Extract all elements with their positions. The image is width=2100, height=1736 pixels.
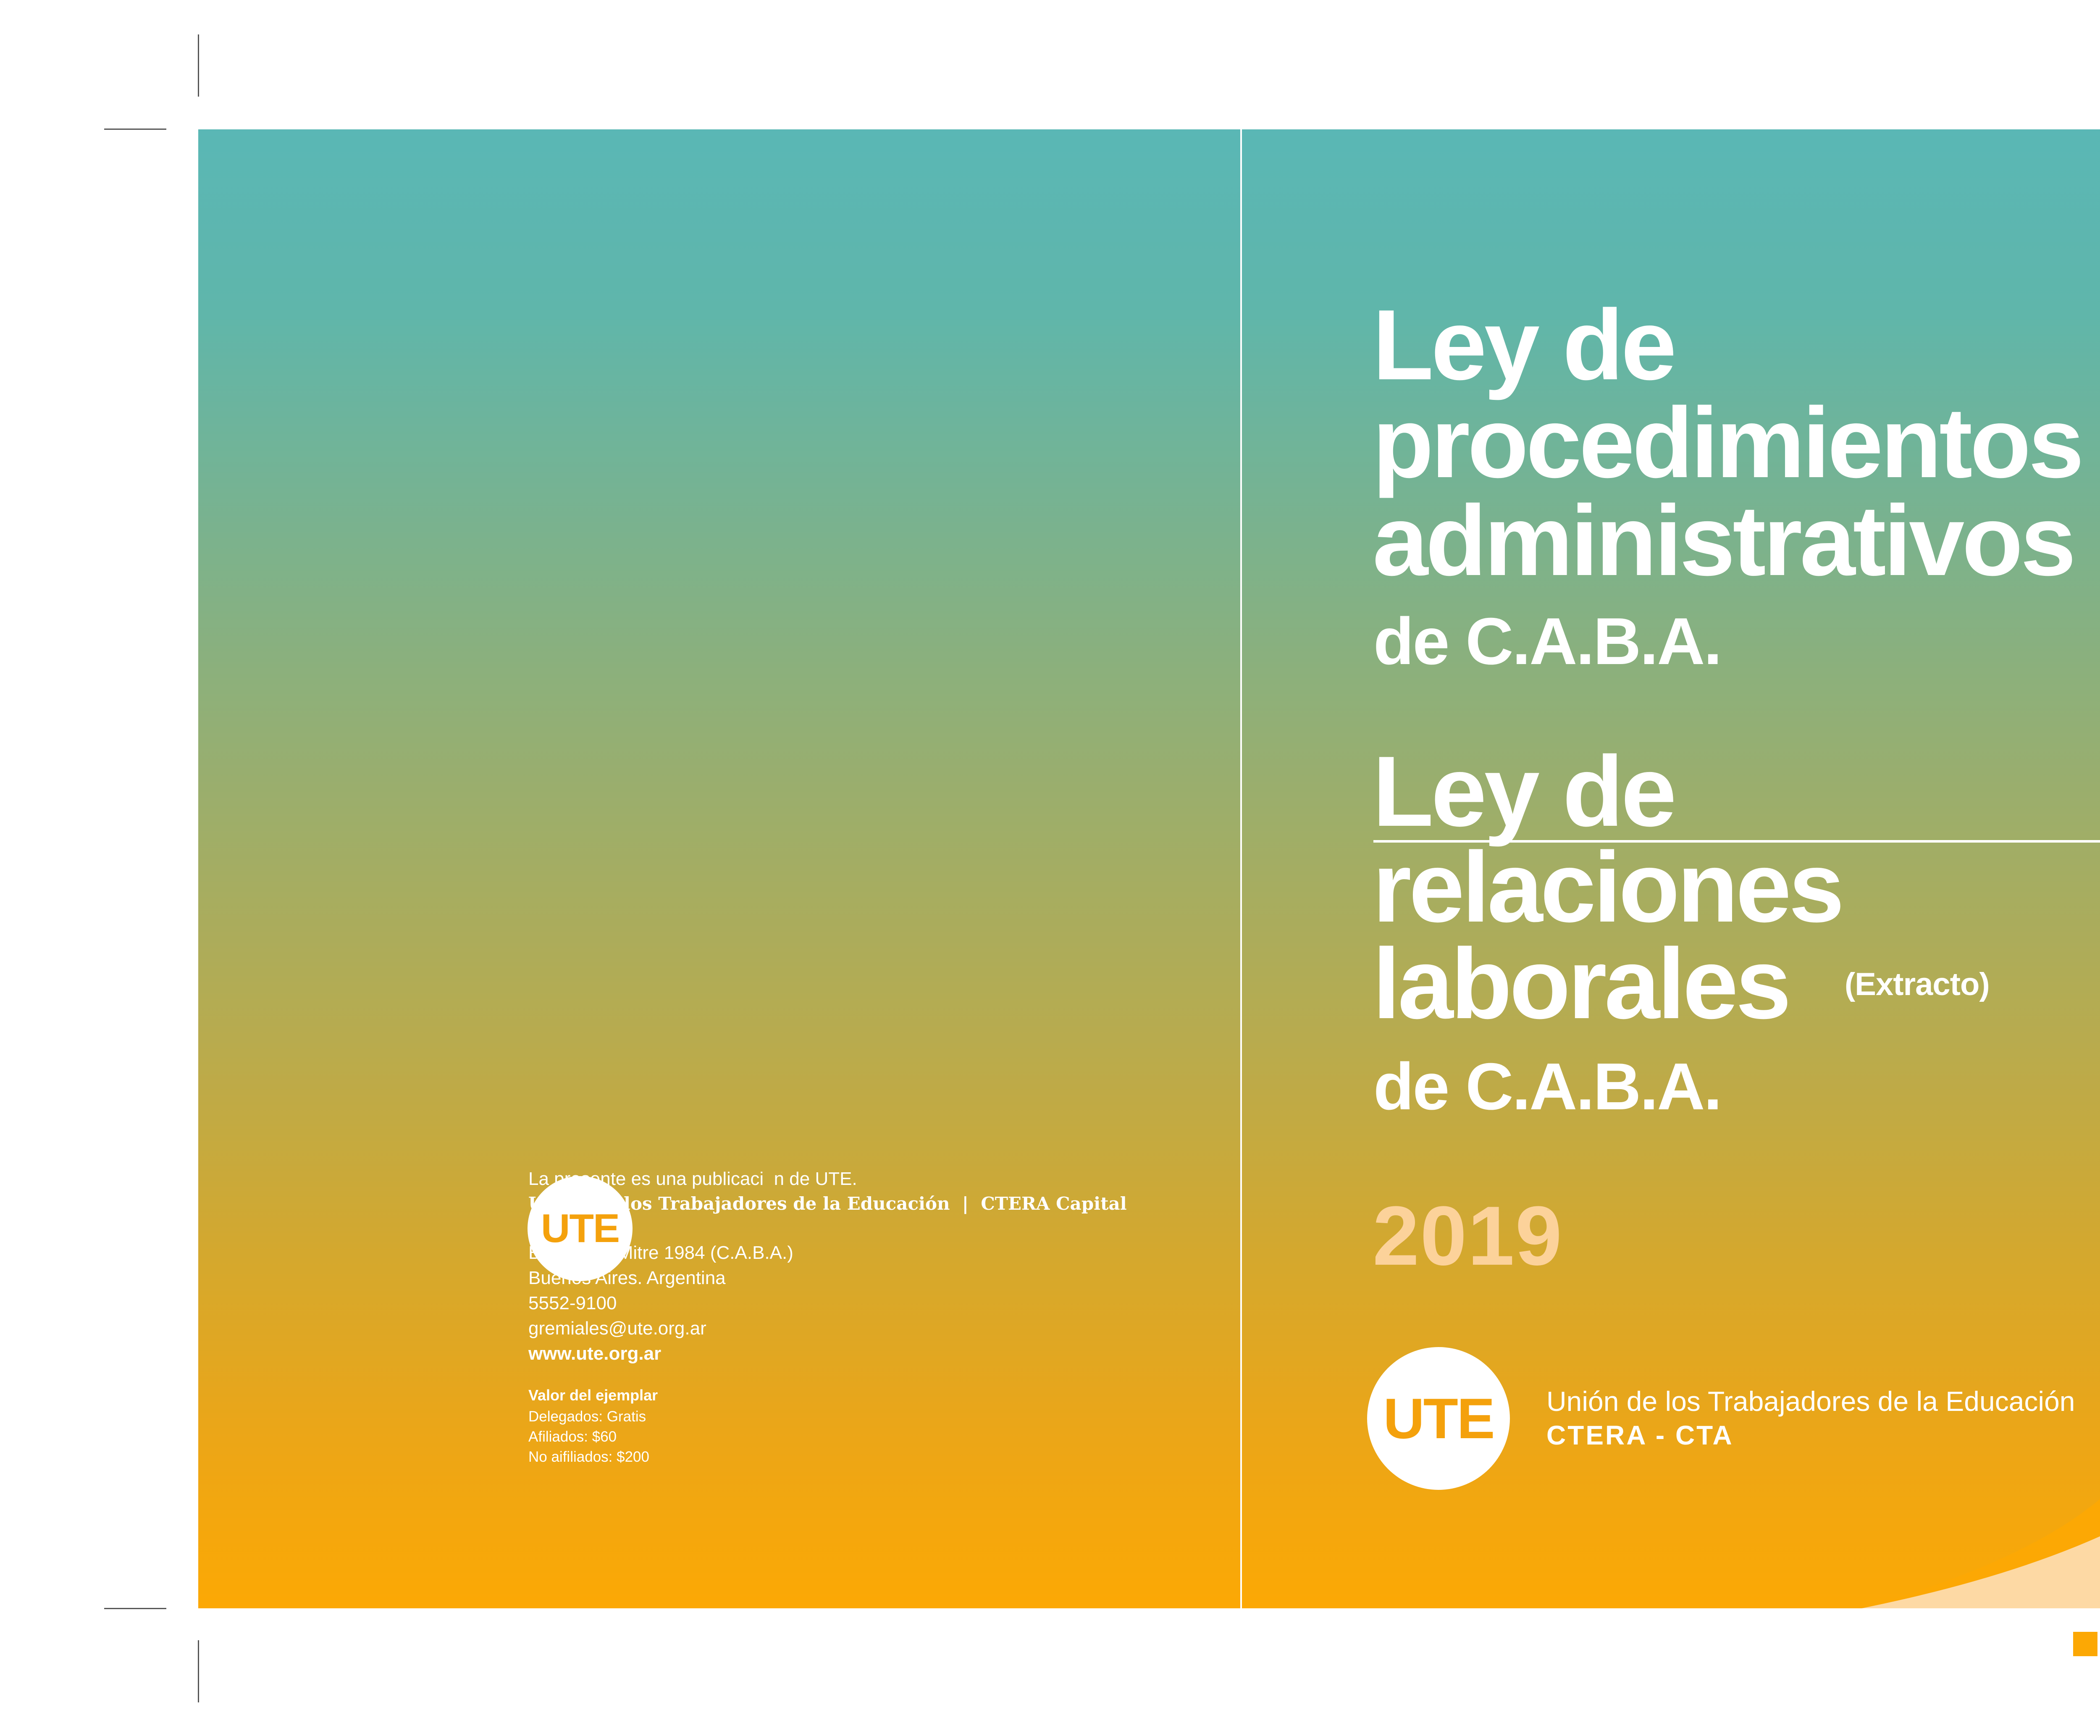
organization-line: Unión de los Trabajadores de la Educación | CTERA Capital [528, 1193, 1127, 1214]
organization-name: Unión de los Trabajadores de la Educación [1546, 1386, 2075, 1417]
crop-mark-top-left [198, 34, 199, 97]
price-heading: Valor del ejemplar [528, 1387, 658, 1404]
address-street: Bartolom Mitre 1984 (C.A.B.A.) [528, 1242, 793, 1263]
price-members: Afiliados: $60 [528, 1429, 617, 1445]
address-city: Buenos Aires. Argentina [528, 1268, 726, 1288]
phone-number: 5552-9100 [528, 1293, 617, 1313]
orange-swatch [2073, 1632, 2097, 1656]
edition-year: 2019 [1373, 1189, 1563, 1283]
crop-mark-left-top [104, 129, 166, 130]
title-2-line-1: Ley de [1373, 736, 1674, 847]
title-2-line-3: laborales [1373, 928, 1789, 1040]
website-link: www.ute.org.ar [528, 1343, 662, 1364]
ute-logo-back [528, 1176, 633, 1281]
cover-spread [198, 129, 2100, 1608]
email-address: gremiales@ute.org.ar [528, 1318, 706, 1339]
crop-mark-left-bottom [104, 1608, 166, 1609]
ute-logo-text: UTE [1383, 1387, 1494, 1450]
title-2-line-4: de C.A.B.A. [1373, 1050, 1721, 1124]
publication-note: La presente es una publicaci n de UTE. [528, 1169, 857, 1189]
title-1-line-1: Ley de [1373, 289, 1674, 401]
ute-logo-front [1367, 1347, 1510, 1490]
title-1-line-2: procedimientos [1373, 387, 2082, 499]
crop-mark-bottom-left [198, 1640, 199, 1702]
extract-note: (Extracto) [1845, 966, 1990, 1002]
title-1-line-3: administrativos [1373, 485, 2074, 596]
title-1-line-4: de C.A.B.A. [1373, 604, 1721, 678]
ute-logo-text: UTE [541, 1206, 619, 1251]
price-non-members: No aifiliados: $200 [528, 1449, 649, 1465]
organization-affiliation: CTERA - CTA [1546, 1420, 1734, 1450]
price-delegates: Delegados: Gratis [528, 1408, 646, 1425]
title-2-line-2: relaciones [1373, 832, 1842, 943]
spine-fold [1240, 129, 1242, 1608]
